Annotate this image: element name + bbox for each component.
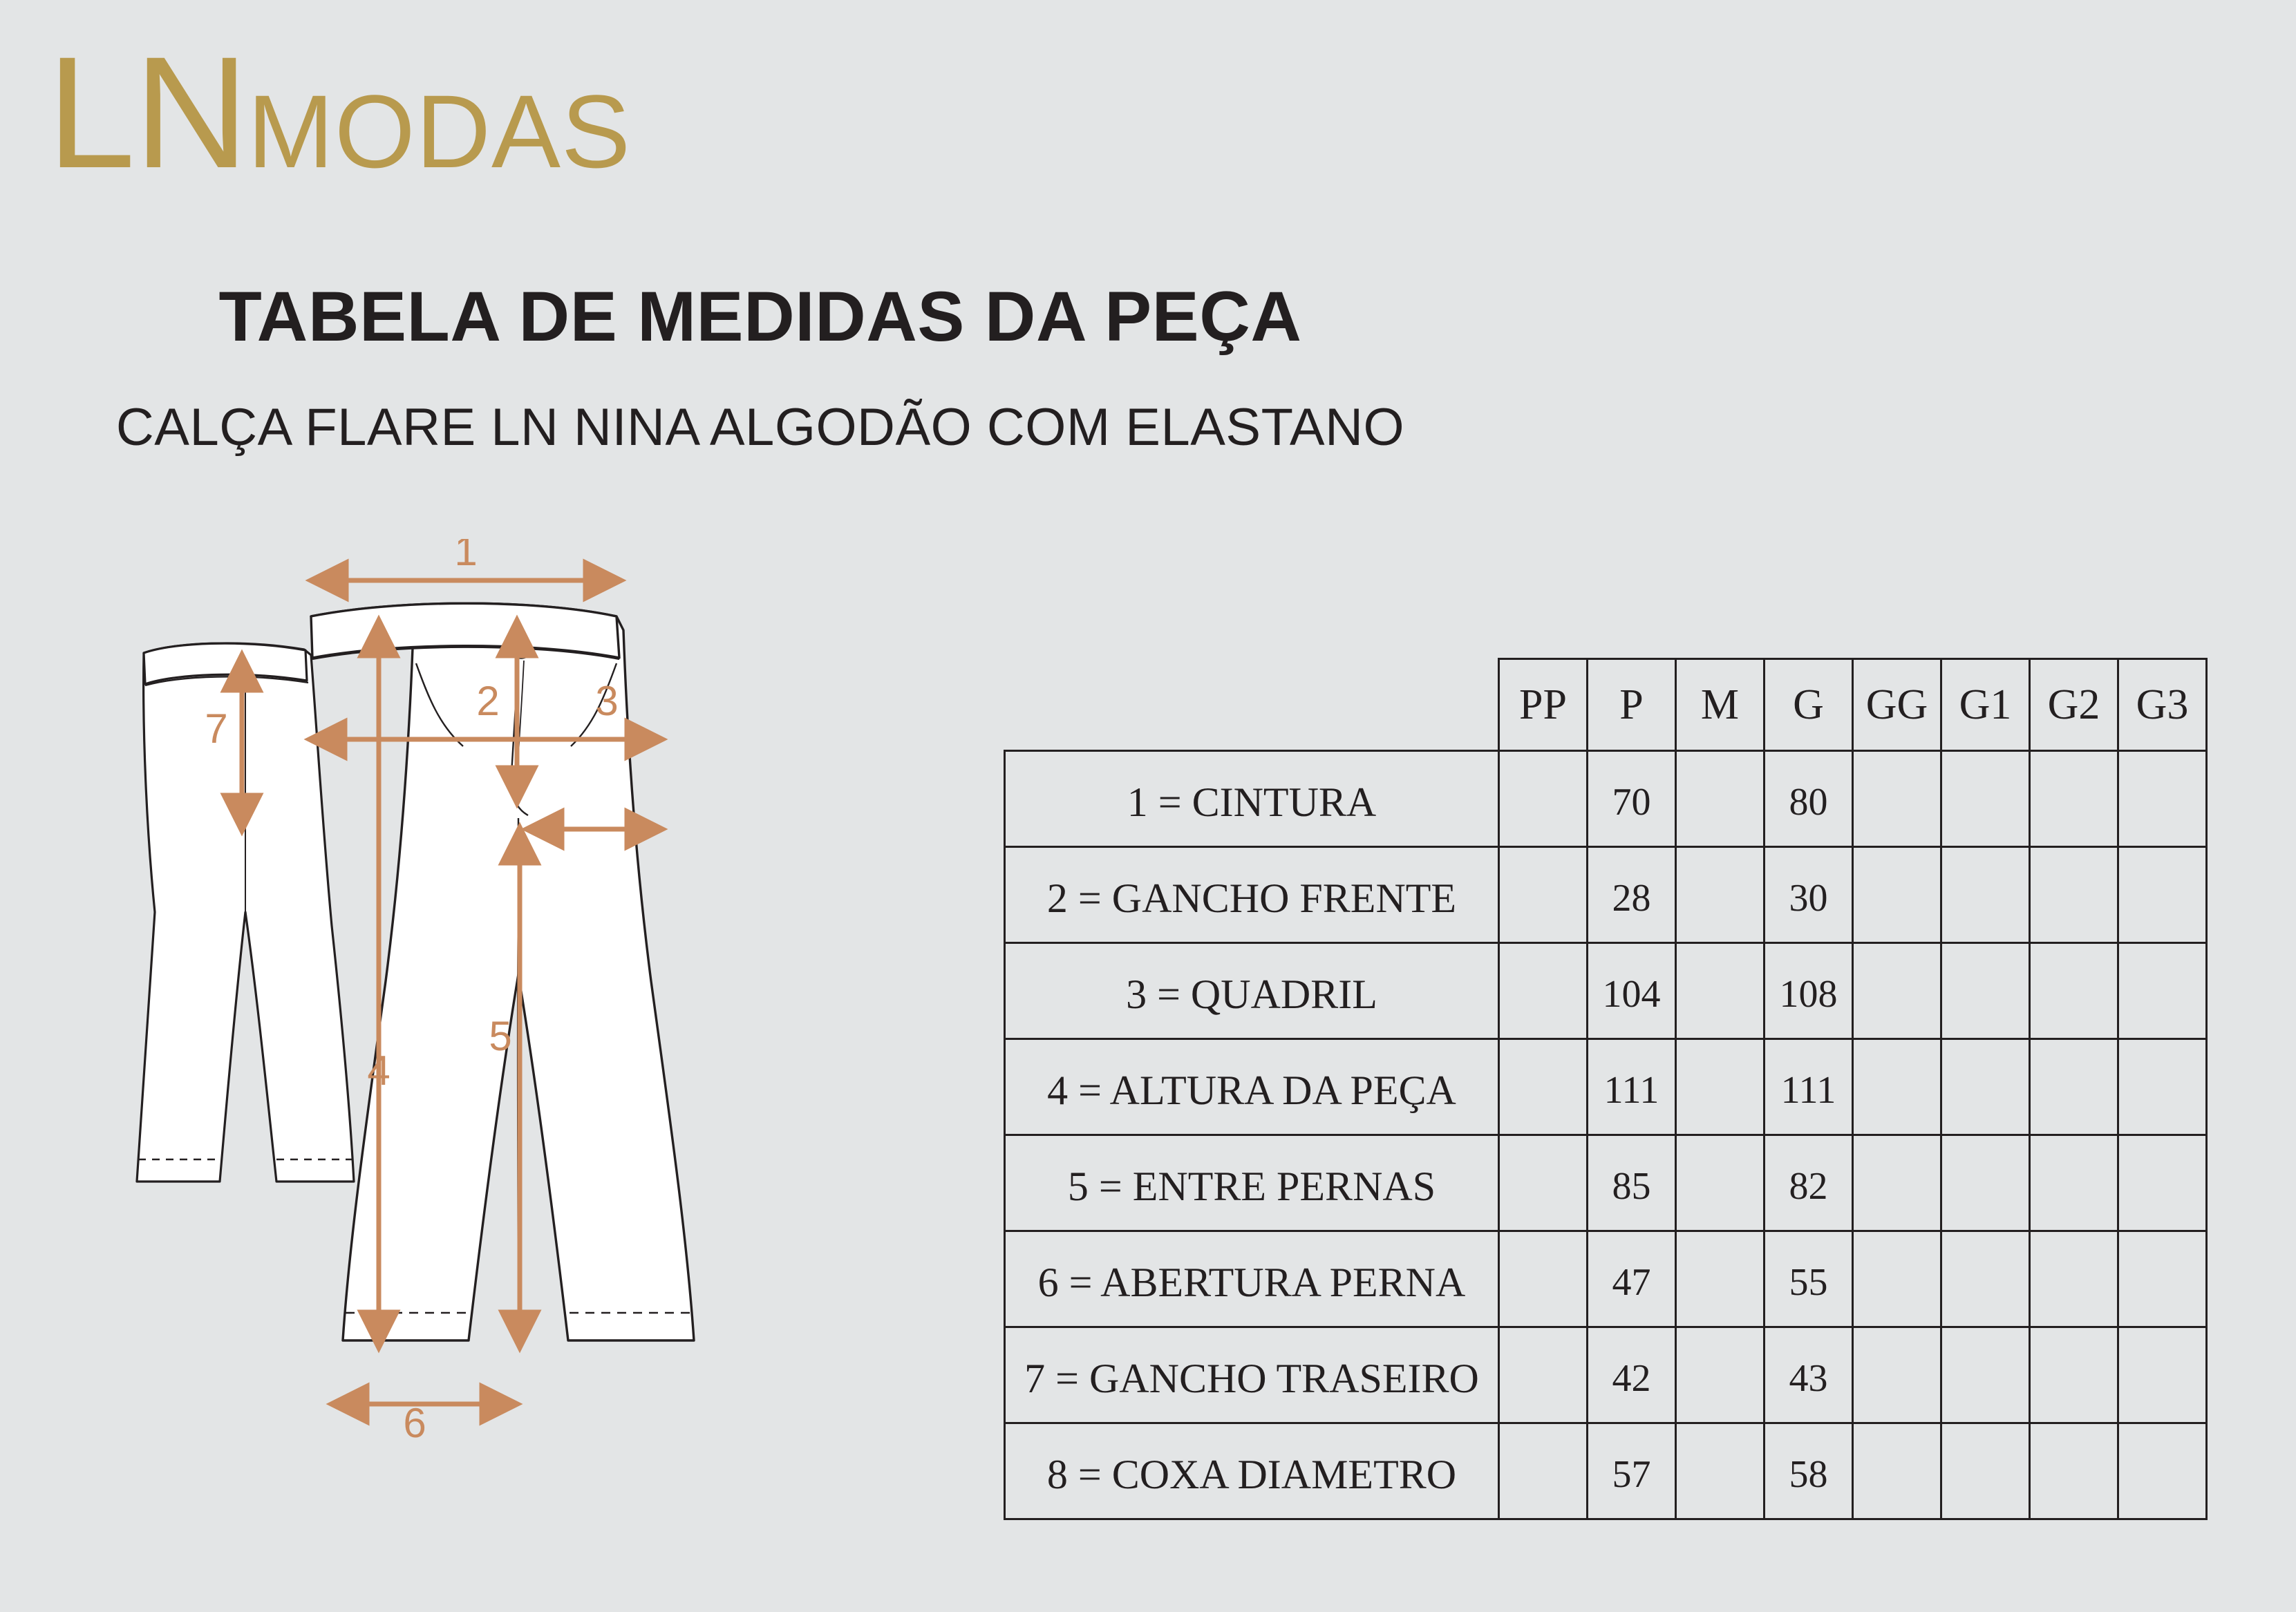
cell-value [2118, 1039, 2207, 1135]
table-row [1005, 1423, 2207, 1519]
cell-value [1676, 751, 1765, 847]
cell-value [2118, 1231, 2207, 1327]
cell-value [1499, 1039, 1588, 1135]
cell-value [2030, 1423, 2118, 1519]
cell-value [1853, 1327, 1941, 1423]
cell-value [1676, 1039, 1765, 1135]
cell-value [1676, 847, 1765, 943]
cell-value [1499, 1423, 1588, 1519]
cell-value [1676, 1135, 1765, 1231]
table-header-row [1005, 659, 2207, 751]
cell-value [1676, 1231, 1765, 1327]
cell-value [1941, 1423, 2030, 1519]
cell-value [2030, 847, 2118, 943]
row-label: 1 = CINTURA [1005, 751, 1499, 847]
callout-5: 5 [489, 1013, 512, 1059]
callout-7: 7 [205, 705, 228, 752]
table-row [1005, 943, 2207, 1039]
cell-value [2030, 943, 2118, 1039]
cell-value [1853, 943, 1941, 1039]
col-header-g3: G3 [2118, 659, 2207, 751]
callout-2: 2 [476, 678, 500, 724]
cell-value [1853, 751, 1941, 847]
cell-value [1499, 1231, 1588, 1327]
brand-logo [47, 23, 632, 201]
cell-value: 80 [1765, 751, 1853, 847]
cell-value [2118, 751, 2207, 847]
row-label: 6 = ABERTURA PERNA [1005, 1231, 1499, 1327]
cell-value [1941, 943, 2030, 1039]
cell-value: 43 [1765, 1327, 1853, 1423]
cell-value: 104 [1588, 943, 1676, 1039]
row-label: 3 = QUADRIL [1005, 943, 1499, 1039]
cell-value: 108 [1765, 943, 1853, 1039]
col-header-g: G [1765, 659, 1853, 751]
measurements-table-container [1004, 658, 2208, 1520]
cell-value [2030, 1231, 2118, 1327]
cell-value: 42 [1588, 1327, 1676, 1423]
logo-secondary-text: MODAS [247, 73, 632, 189]
cell-value: 28 [1588, 847, 1676, 943]
row-label: 5 = ENTRE PERNAS [1005, 1135, 1499, 1231]
col-header-g1: G1 [1941, 659, 2030, 751]
cell-value [1941, 751, 2030, 847]
row-label: 4 = ALTURA DA PEÇA [1005, 1039, 1499, 1135]
cell-value [1853, 1231, 1941, 1327]
cell-value [2118, 943, 2207, 1039]
col-header-g2: G2 [2030, 659, 2118, 751]
row-label: 7 = GANCHO TRASEIRO [1005, 1327, 1499, 1423]
cell-value: 47 [1588, 1231, 1676, 1327]
row-label: 2 = GANCHO FRENTE [1005, 847, 1499, 943]
cell-value [1941, 1135, 2030, 1231]
cell-value: 111 [1588, 1039, 1676, 1135]
col-header-m: M [1676, 659, 1765, 751]
page-title: TABELA DE MEDIDAS DA PEÇA [218, 277, 1302, 356]
table-row [1005, 1327, 2207, 1423]
callout-3: 3 [595, 678, 619, 724]
col-header-p: P [1588, 659, 1676, 751]
table-row [1005, 1231, 2207, 1327]
cell-value: 30 [1765, 847, 1853, 943]
cell-value [2118, 1135, 2207, 1231]
callout-6: 6 [403, 1400, 426, 1446]
table-row [1005, 847, 2207, 943]
cell-value [2118, 847, 2207, 943]
cell-value: 82 [1765, 1135, 1853, 1231]
cell-value [1499, 847, 1588, 943]
button-detail [510, 637, 532, 659]
table-corner-cell [1005, 659, 1499, 751]
page-subtitle: CALÇA FLARE LN NINA ALGODÃO COM ELASTANO [115, 398, 1405, 457]
table-row [1005, 1039, 2207, 1135]
callout-1: 1 [454, 539, 478, 574]
cell-value: 57 [1588, 1423, 1676, 1519]
cell-value [1853, 1423, 1941, 1519]
cell-value [2030, 1327, 2118, 1423]
cell-value [1676, 943, 1765, 1039]
cell-value: 111 [1765, 1039, 1853, 1135]
table-row [1005, 751, 2207, 847]
table-row [1005, 1135, 2207, 1231]
cell-value: 55 [1765, 1231, 1853, 1327]
col-header-pp: PP [1499, 659, 1588, 751]
cell-value [2118, 1327, 2207, 1423]
cell-value [1853, 847, 1941, 943]
row-label: 8 = COXA DIAMETRO [1005, 1423, 1499, 1519]
cell-value [1941, 1231, 2030, 1327]
cell-value [1499, 1327, 1588, 1423]
callout-4: 4 [367, 1047, 390, 1094]
cell-value [1853, 1135, 1941, 1231]
cell-value: 70 [1588, 751, 1676, 847]
cell-value [2030, 1039, 2118, 1135]
cell-value [1499, 751, 1588, 847]
cell-value [2030, 1135, 2118, 1231]
garment-technical-drawing [104, 539, 1037, 1562]
cell-value [2030, 751, 2118, 847]
cell-value [1853, 1039, 1941, 1135]
cell-value: 58 [1765, 1423, 1853, 1519]
cell-value [1941, 847, 2030, 943]
cell-value [2118, 1423, 2207, 1519]
cell-value [1941, 1039, 2030, 1135]
cell-value [1676, 1327, 1765, 1423]
measurements-table [1004, 658, 2208, 1520]
cell-value [1499, 1135, 1588, 1231]
cell-value: 85 [1588, 1135, 1676, 1231]
cell-value [1676, 1423, 1765, 1519]
col-header-gg: GG [1853, 659, 1941, 751]
cell-value [1499, 943, 1588, 1039]
cell-value [1941, 1327, 2030, 1423]
logo-primary-text: LN [47, 23, 248, 201]
